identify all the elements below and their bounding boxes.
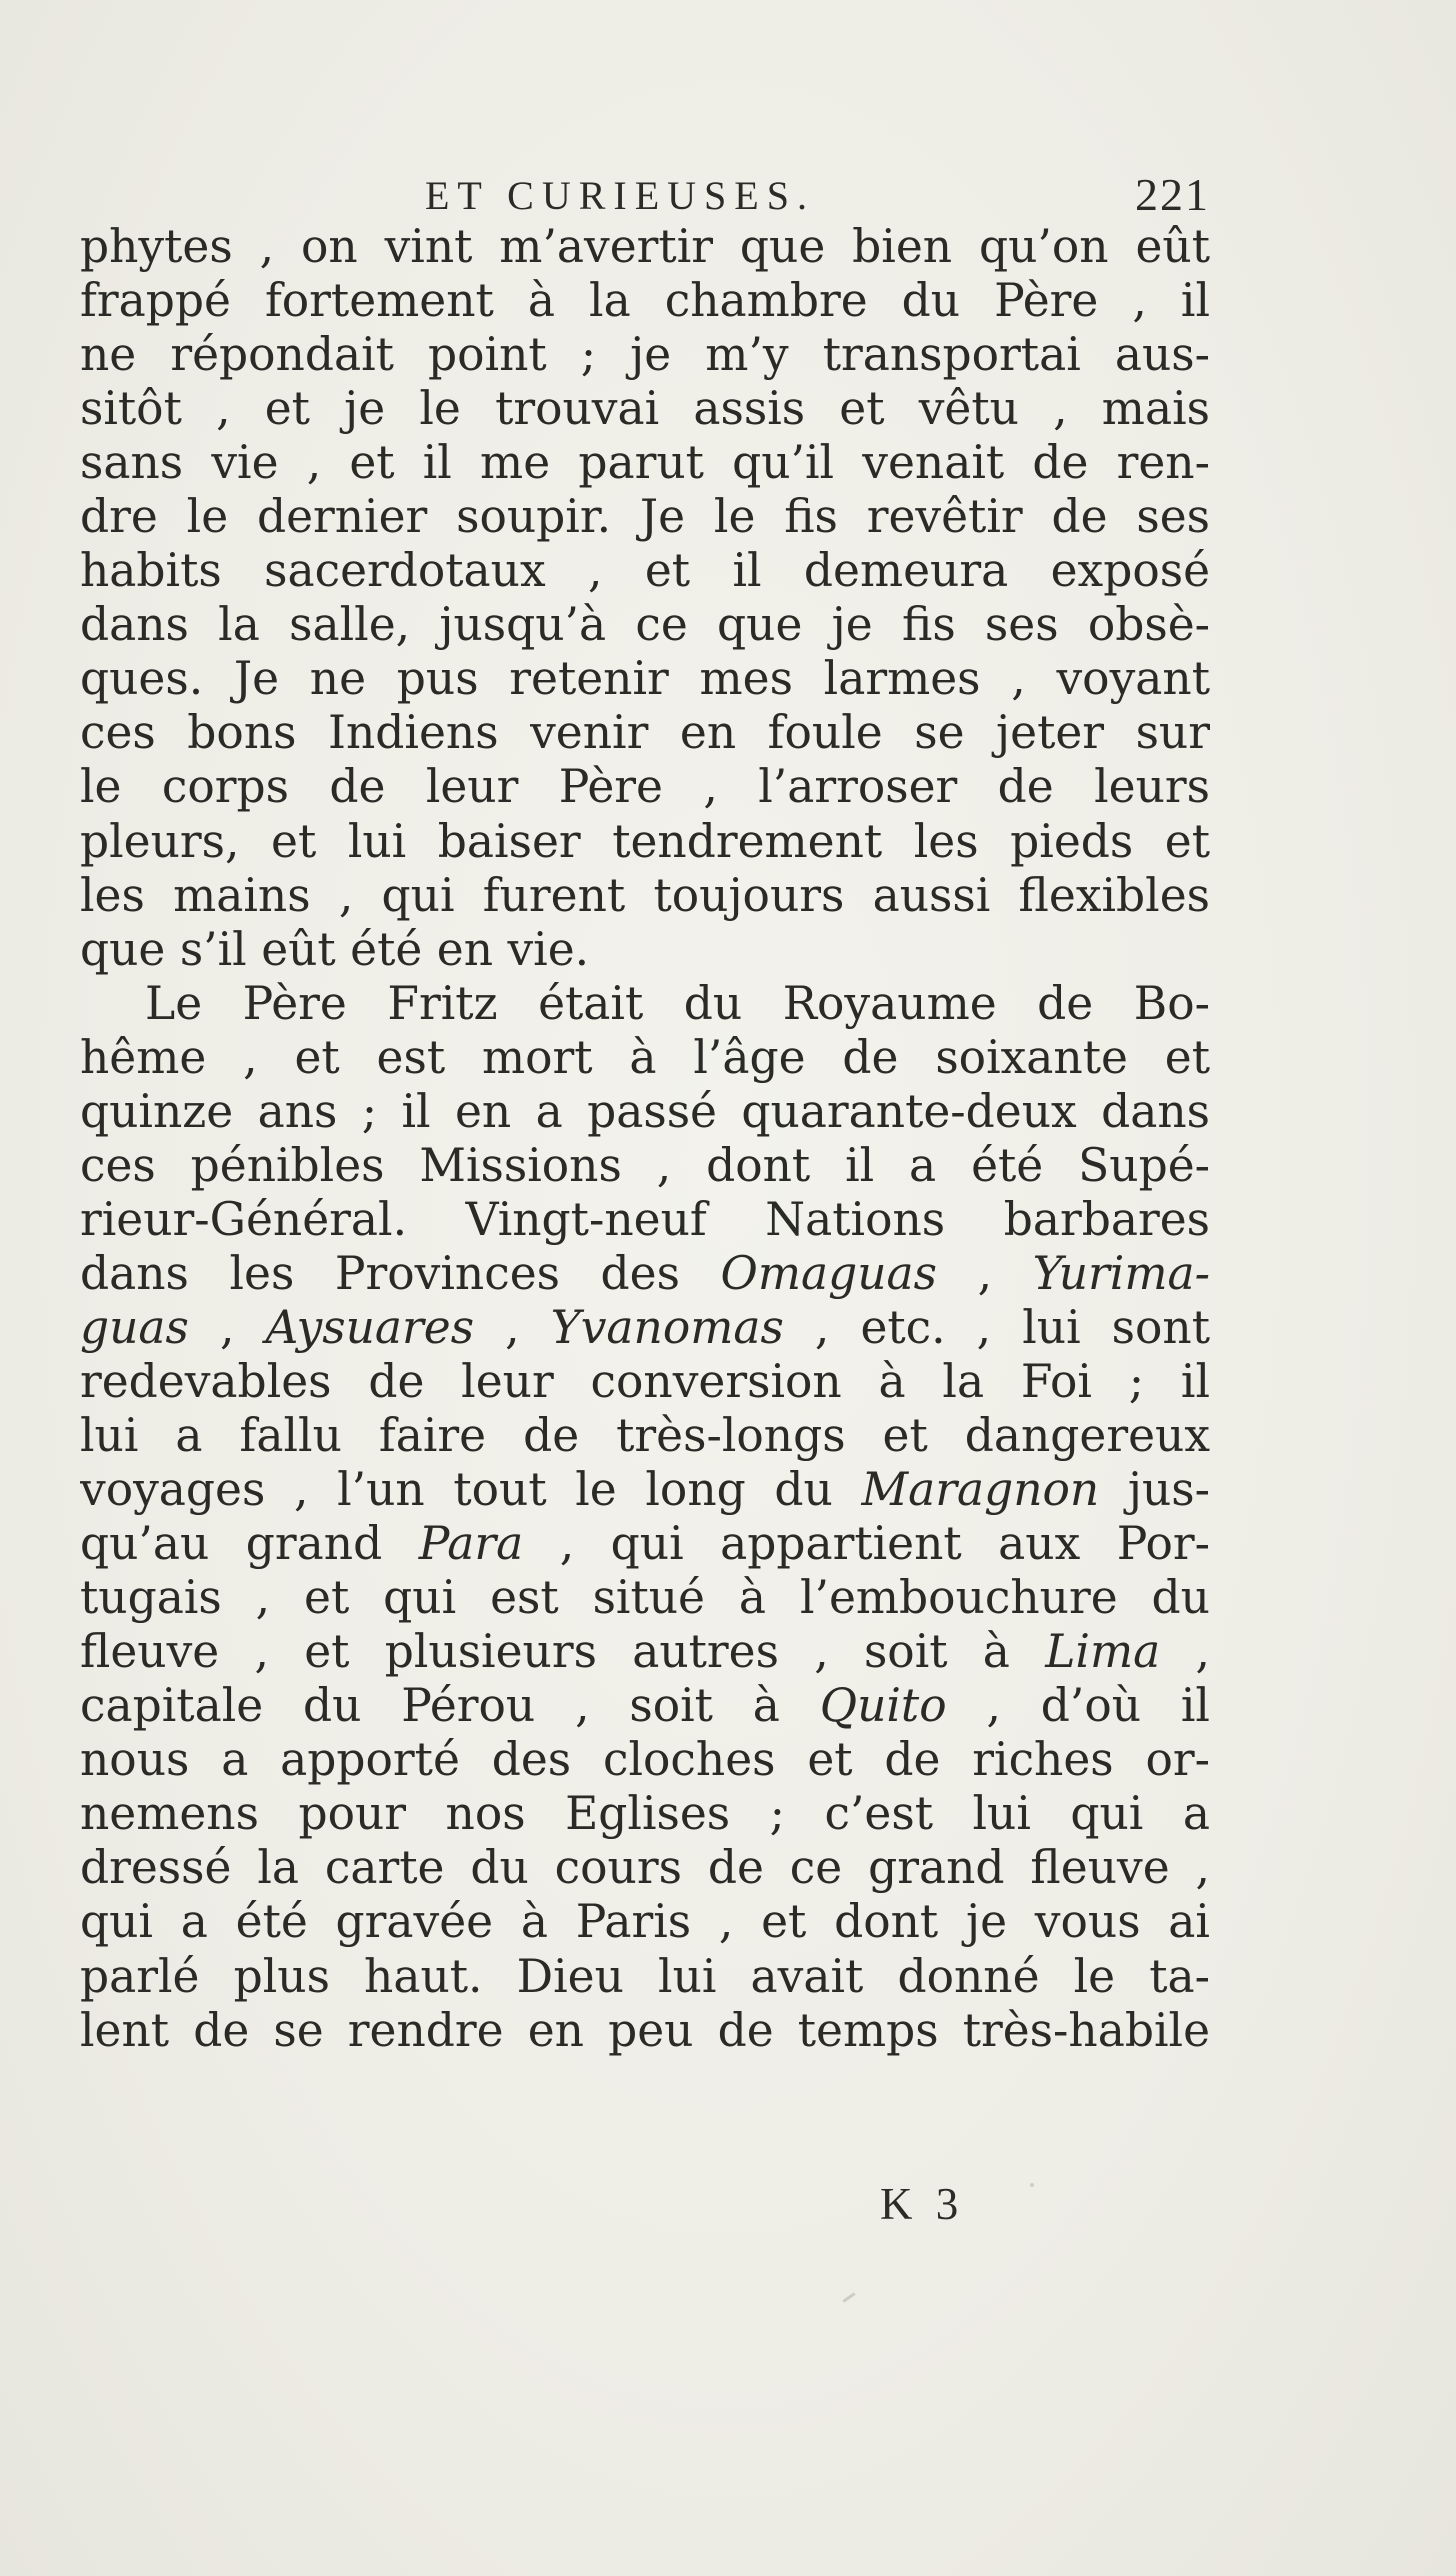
text-line: qu’au grand Para , qui appartient aux Por- xyxy=(80,1517,1210,1571)
text-line: dans les Provinces des Omaguas , Yurima- xyxy=(80,1246,1210,1300)
page-header xyxy=(80,168,1210,228)
running-head: ET CURIEUSES. xyxy=(425,173,815,218)
text-line: le corps de leur Père , l’arroser de leurs xyxy=(80,760,1210,814)
text-line: fleuve , et plusieurs autres , soit à Lima , xyxy=(80,1625,1210,1679)
text-line: sans vie , et il me parut qu’il venait de ren- xyxy=(80,436,1210,490)
text-line: ces bons Indiens venir en foule se jeter sur xyxy=(80,706,1210,760)
text-line: que s’il eût été en vie. xyxy=(80,922,590,976)
paper-speck xyxy=(1030,2183,1034,2187)
page-number: 221 xyxy=(1135,169,1210,220)
text-line: tugais , et qui est situé à l’embouchure du xyxy=(80,1571,1210,1625)
text-line: qui a été gravée à Paris , et dont je vous ai xyxy=(80,1895,1210,1949)
text-line: dans la salle, jusqu’à ce que je fis ses obsè- xyxy=(80,598,1210,652)
signature-mark: K 3 xyxy=(880,2179,965,2229)
text-line: habits sacerdotaux , et il demeura exposé xyxy=(80,544,1210,598)
text-line: Le Père Fritz était du Royaume de Bo- xyxy=(145,976,1210,1030)
text-line: voyages , l’un tout le long du Maragnon jus- xyxy=(80,1463,1210,1517)
text-line: frappé fortement à la chambre du Père , il xyxy=(80,274,1210,328)
text-line: ne répondait point ; je m’y transportai aus- xyxy=(80,328,1210,382)
text-line: lent de se rendre en peu de temps très-habile xyxy=(80,2003,1210,2057)
text-line: rieur-Général. Vingt-neuf Nations barbares xyxy=(80,1192,1210,1246)
body-text xyxy=(80,220,1210,2058)
text-line: redevables de leur conversion à la Foi ; il xyxy=(80,1354,1210,1408)
text-line: phytes , on vint m’avertir que bien qu’on eût xyxy=(80,220,1210,273)
text-line: nemens pour nos Eglises ; c’est lui qui a xyxy=(80,1787,1210,1841)
text-line: quinze ans ; il en a passé quarante-deux dans xyxy=(80,1084,1210,1138)
text-line: dressé la carte du cours de ce grand fleuve , xyxy=(80,1841,1210,1895)
text-line: ques. Je ne pus retenir mes larmes , voyant xyxy=(80,652,1210,706)
text-line: dre le dernier soupir. Je le fis revêtir de ses xyxy=(80,490,1210,544)
text-line: pleurs, et lui baiser tendrement les pieds et xyxy=(80,814,1210,868)
text-line: guas , Aysuares , Yvanomas , etc. , lui sont xyxy=(80,1300,1210,1354)
text-line: capitale du Pérou , soit à Quito , d’où il xyxy=(80,1679,1210,1733)
text-line: ces pénibles Missions , dont il a été Supé- xyxy=(80,1138,1210,1192)
text-line: parlé plus haut. Dieu lui avait donné le ta- xyxy=(80,1949,1210,2003)
paper-speck xyxy=(842,2292,855,2302)
text-line: hême , et est mort à l’âge de soixante et xyxy=(80,1030,1210,1084)
text-line: les mains , qui furent toujours aussi flexibles xyxy=(80,868,1210,922)
text-line: nous a apporté des cloches et de riches or- xyxy=(80,1733,1210,1787)
text-line: sitôt , et je le trouvai assis et vêtu , mais xyxy=(80,382,1210,436)
text-line: lui a fallu faire de très-longs et dangereux xyxy=(80,1409,1210,1463)
